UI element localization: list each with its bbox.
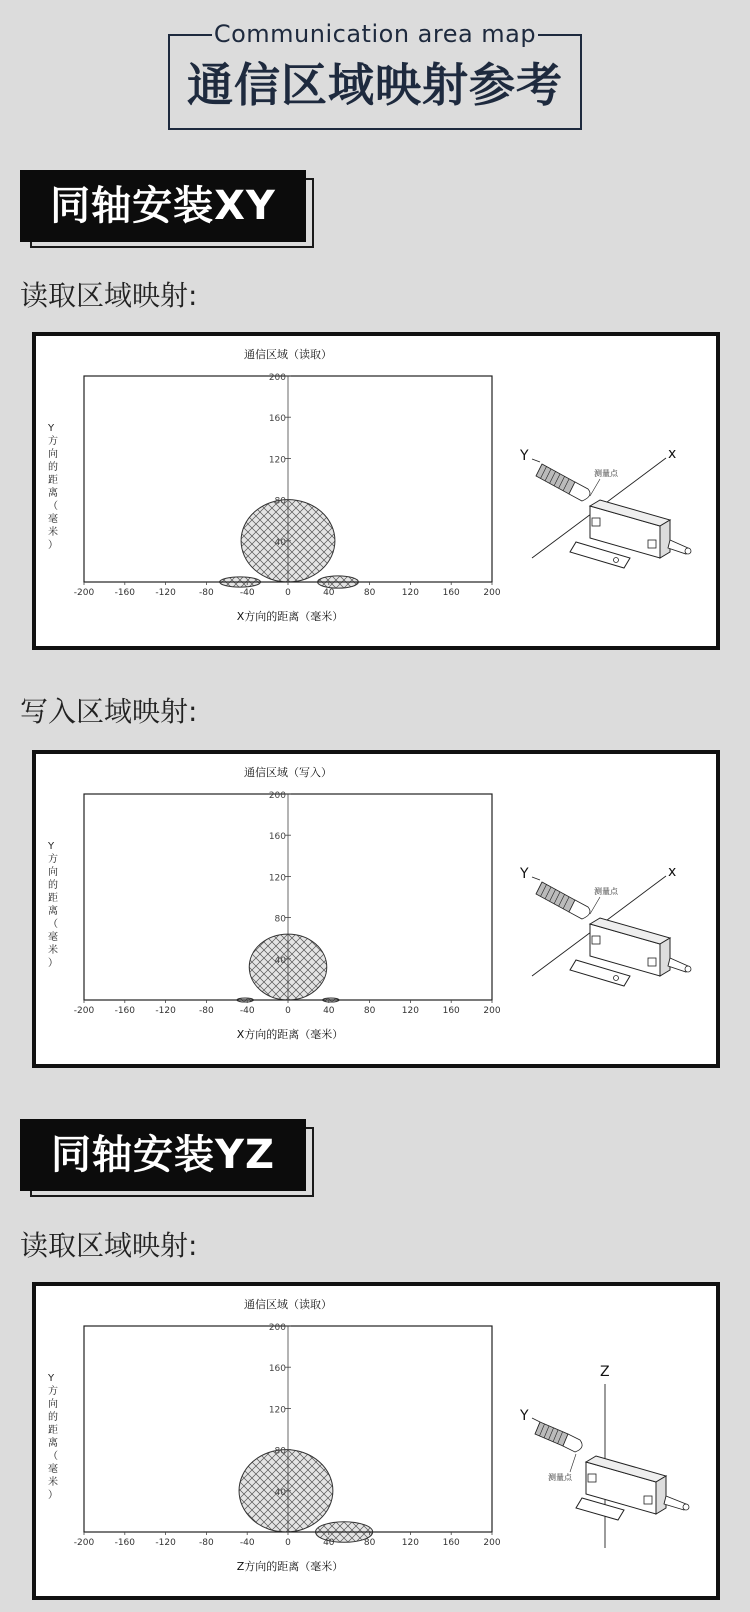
x-axis-label: X方向的距离（毫米） <box>236 610 344 623</box>
x-tick-label: -200 <box>73 1538 95 1548</box>
y-tick-label: 200 <box>268 373 286 383</box>
cable-end <box>685 548 691 554</box>
chart-svg <box>36 754 716 1064</box>
leader-line <box>532 1418 540 1422</box>
x-tick-label: 120 <box>401 1006 419 1016</box>
leader-line <box>570 1454 576 1472</box>
y-tick-label: 200 <box>268 791 286 801</box>
axis-label-2: Z <box>600 1364 610 1380</box>
chart-title: 通信区域（读取） <box>244 1298 332 1311</box>
x-tick-label: 80 <box>363 1006 376 1016</box>
y-tick-label: 120 <box>268 455 286 466</box>
y-tick-label: 160 <box>268 832 286 843</box>
tag-side <box>660 520 670 558</box>
x-tick-label: -200 <box>73 588 95 598</box>
sensor-diagram <box>519 864 691 986</box>
chart-panel-write-xy <box>32 750 720 1068</box>
y-tick-label: 80 <box>274 496 286 507</box>
x-tick-label: 0 <box>285 1006 291 1016</box>
axis-label-1: Y <box>520 866 529 882</box>
axis-label-2: x <box>668 446 677 462</box>
y-tick-label: 160 <box>268 1364 286 1375</box>
leader-line <box>590 479 600 496</box>
header-subtitle: Communication area map <box>213 20 537 48</box>
x-tick-label: -80 <box>199 1006 214 1016</box>
axis-label-1: Y <box>520 448 529 464</box>
x-tick-label: 200 <box>483 1006 501 1016</box>
x-tick-label: 200 <box>483 1538 501 1548</box>
chart-panel-read-xy <box>32 332 720 650</box>
x-tick-label: -80 <box>199 1538 214 1548</box>
connector <box>592 936 600 944</box>
sensor-diagram <box>519 446 691 568</box>
y-tick-label: 160 <box>268 414 286 425</box>
x-tick-label: 80 <box>363 1538 376 1548</box>
x-tick-label: 80 <box>363 588 376 598</box>
y-axis-label: Y 方向的距离（毫米） <box>48 841 58 969</box>
map-label-read-yz: 读取区域映射: <box>20 1229 198 1262</box>
chart-title: 通信区域（读取） <box>244 348 332 361</box>
x-tick-label: 160 <box>442 1538 460 1548</box>
axis-label-2: x <box>668 864 677 880</box>
x-tick-label: 120 <box>401 588 419 598</box>
tag-side <box>656 1476 666 1514</box>
connector <box>644 1496 652 1504</box>
y-tick-label: 40 <box>274 1487 286 1498</box>
y-tick-label: 40 <box>274 537 286 548</box>
x-tick-label: -40 <box>239 588 255 598</box>
sensor-diagram <box>519 1364 689 1548</box>
y-tick-label: 80 <box>274 914 286 925</box>
x-tick-label: 40 <box>323 1006 335 1016</box>
axis-label-1: Y <box>520 1408 529 1424</box>
x-tick-label: -120 <box>155 1006 176 1016</box>
x-axis-label: Z方向的距离（毫米） <box>236 1560 344 1573</box>
connector <box>588 1474 596 1482</box>
connector <box>648 958 656 966</box>
section-title-xy: 同轴安装XY <box>20 170 306 242</box>
y-tick-label: 120 <box>268 1405 286 1416</box>
x-tick-label: 160 <box>442 1006 460 1016</box>
x-tick-label: 0 <box>285 1538 291 1548</box>
tag-side <box>660 938 670 976</box>
x-tick-label: -120 <box>155 588 176 598</box>
x-tick-label: -200 <box>73 1006 95 1016</box>
leader-line <box>590 897 600 914</box>
cable-end <box>685 966 691 972</box>
y-tick-label: 40 <box>274 955 286 966</box>
measure-point-label: 测量点 <box>548 1473 572 1482</box>
connector <box>592 518 600 526</box>
y-axis-label: Y 方向的距离（毫米） <box>48 423 58 551</box>
x-tick-label: 0 <box>285 588 291 598</box>
x-axis-label: X方向的距离（毫米） <box>236 1028 344 1041</box>
reader-thread <box>536 882 575 912</box>
y-tick-label: 120 <box>268 873 286 884</box>
x-tick-label: -40 <box>239 1006 255 1016</box>
measure-point-label: 测量点 <box>594 887 618 896</box>
x-tick-label: 160 <box>442 588 460 598</box>
chart-svg <box>36 336 716 646</box>
measure-point-label: 测量点 <box>594 469 618 478</box>
x-tick-label: -160 <box>114 1006 136 1016</box>
leader-line <box>532 877 540 880</box>
page-title: 通信区域映射参考 <box>187 58 563 112</box>
map-label-write-xy: 写入区域映射: <box>20 695 198 728</box>
y-axis-label: Y 方向的距离（毫米） <box>48 1373 58 1501</box>
section-title-yz: 同轴安装YZ <box>20 1119 306 1191</box>
y-tick-label: 200 <box>268 1323 286 1333</box>
x-tick-label: -40 <box>239 1538 255 1548</box>
chart-title: 通信区域（写入） <box>244 766 332 779</box>
x-tick-label: 120 <box>401 1538 419 1548</box>
x-tick-label: -160 <box>114 588 136 598</box>
reader-thread <box>535 1422 568 1446</box>
x-tick-label: -80 <box>199 588 214 598</box>
x-tick-label: -120 <box>155 1538 176 1548</box>
leader-line <box>532 459 540 462</box>
x-tick-label: -160 <box>114 1538 136 1548</box>
x-tick-label: 40 <box>323 588 335 598</box>
cable-end <box>683 1504 689 1510</box>
chart-panel-read-yz <box>32 1282 720 1600</box>
y-tick-label: 80 <box>274 1446 286 1457</box>
chart-svg <box>36 1286 716 1596</box>
x-tick-label: 40 <box>323 1538 335 1548</box>
x-tick-label: 200 <box>483 588 501 598</box>
connector <box>648 540 656 548</box>
reader-thread <box>536 464 575 494</box>
map-label-read-xy: 读取区域映射: <box>20 279 198 312</box>
cable <box>664 1496 686 1510</box>
